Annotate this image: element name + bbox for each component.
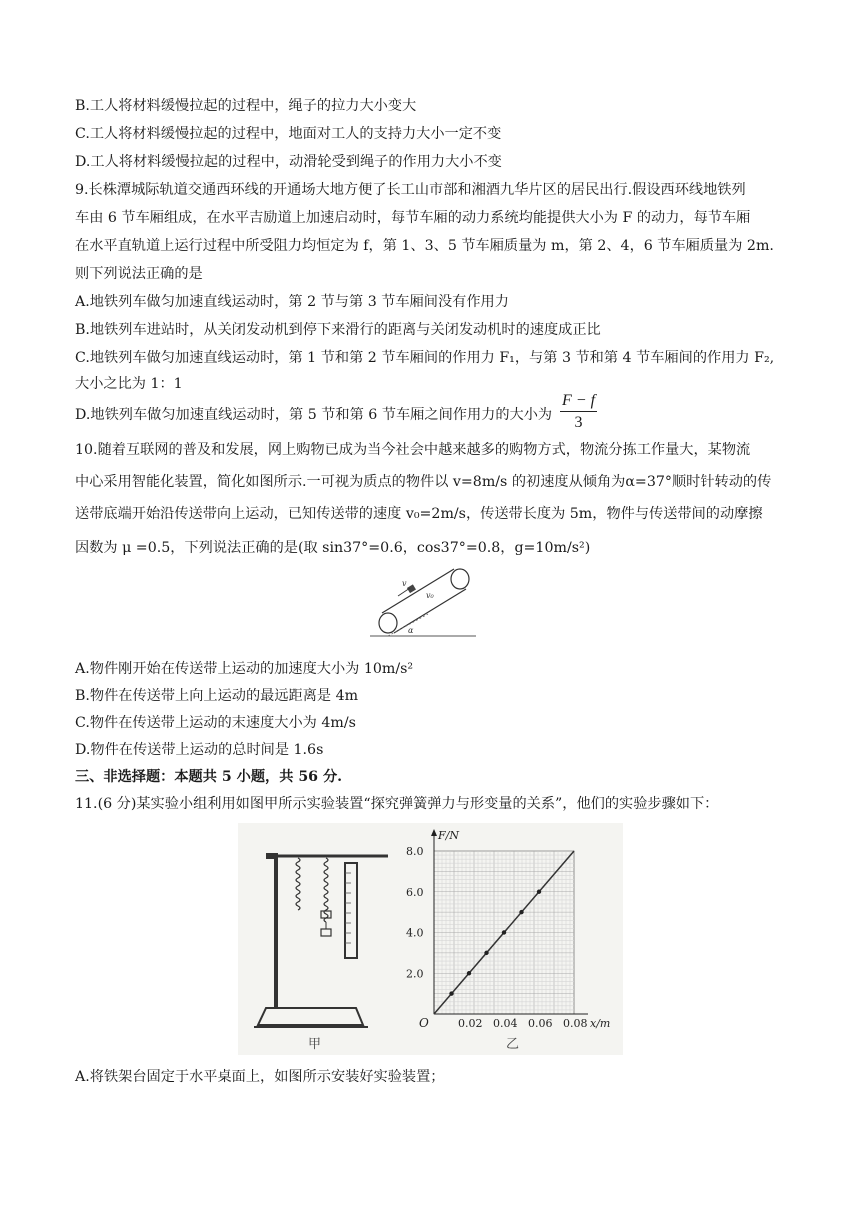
- y-tick-label: 2.0: [406, 967, 424, 981]
- y-tick-label: 6.0: [406, 885, 424, 899]
- data-point: [467, 971, 471, 975]
- q10-option-d: D.物件在传送带上运动的总时间是 1.6s: [75, 742, 324, 758]
- iron-stand-apparatus: [254, 853, 388, 1052]
- x-tick-label: 0.04: [493, 1017, 518, 1030]
- x-tick-label: 0.06: [528, 1017, 553, 1030]
- q9-option-c-2: 大小之比为 1：1: [75, 376, 183, 392]
- q9-option-c-1: C.地铁列车做匀加速直线运动时，第 1 节和第 2 节车厢间的作用力 F₁，与第 3 节和第 4 节车厢间的作用力 F₂,: [75, 350, 775, 366]
- y-tick-label: 8.0: [406, 845, 424, 858]
- q9-stem-4: 则下列说法正确的是: [75, 266, 203, 282]
- section-3-heading: 三、非选择题：本题共 5 小题，共 56 分.: [75, 769, 343, 785]
- belt-v-label: v: [402, 579, 407, 588]
- q10-option-a: A.物件刚开始在传送带上运动的加速度大小为 10m/s²: [75, 661, 414, 677]
- q11-step-a: A.将铁架台固定于水平桌面上，如图所示安装好实验装置；: [75, 1069, 445, 1085]
- q10-stem-4: 因数为 μ =0.5，下列说法正确的是(取 sin37°=0.6，cos37°=0.8，g=10m/s²): [75, 540, 591, 556]
- conveyor-belt-figure: [368, 566, 480, 642]
- data-point: [502, 930, 506, 934]
- figure-left-caption: 甲: [308, 1037, 322, 1052]
- figure-right-caption: 乙: [506, 1037, 520, 1052]
- fraction-denominator: 3: [574, 414, 583, 431]
- q11-stem: 11.(6 分)某实验小组利用如图甲所示实验装置“探究弹簧弹力与形变量的关系”，他们的实验步骤如下：: [75, 796, 719, 812]
- belt-v0-label: v₀: [426, 591, 434, 600]
- data-point: [537, 890, 541, 894]
- q10-stem-3: 送带底端开始沿传送带向上运动，已知传送带的速度 v₀=2m/s，传送带长度为 5m，物件与传送带间的动摩擦: [75, 506, 763, 522]
- q9-option-d: D.地铁列车做匀加速直线运动时，第 5 节和第 6 节车厢之间作用力的大小为: [75, 407, 553, 423]
- data-point: [519, 910, 523, 914]
- x-tick-label: 0.08: [563, 1017, 588, 1030]
- q10-stem-1: 10.随着互联网的普及和发展，网上购物已成为当今社会中越来越多的购物方式，物流分拣工作量大，某物流: [75, 442, 751, 458]
- fraction-numerator: F − f: [560, 392, 597, 412]
- q10-stem-2: 中心采用智能化装置，简化如图所示.一可视为质点的物件以 v=8m/s 的初速度从倾角为α=37°顺时针转动的传: [75, 474, 772, 490]
- q9-option-d-fraction: [560, 392, 597, 432]
- q9-option-b: B.地铁列车进站时，从关闭发动机到停下来滑行的距离与关闭发动机时的速度成正比: [75, 322, 601, 338]
- option-c-line: C.工人将材料缓慢拉起的过程中，地面对工人的支持力大小一定不变: [75, 126, 502, 142]
- q9-stem-2: 车由 6 节车厢组成，在水平吉励道上加速启动时，每节车厢的动力系统均能提供大小为 F 的动力，每节车厢: [75, 210, 751, 226]
- x-axis-label: x/m: [590, 1017, 611, 1030]
- origin-label: O: [419, 1016, 429, 1030]
- force-extension-graph: [406, 829, 610, 1052]
- q10-option-c: C.物件在传送带上运动的末速度大小为 4m/s: [75, 715, 356, 731]
- q9-stem-3: 在水平直轨道上运行过程中所受阻力均恒定为 f，第 1、3、5 节车厢质量为 m，第 2、4，6 节车厢质量为 2m.: [75, 238, 774, 254]
- spring-experiment-figure: [238, 823, 623, 1055]
- data-point: [484, 951, 488, 955]
- q10-option-b: B.物件在传送带上向上运动的最远距离是 4m: [75, 688, 359, 704]
- x-tick-label: 0.02: [458, 1017, 483, 1030]
- option-b-line: B.工人将材料缓慢拉起的过程中，绳子的拉力大小变大: [75, 98, 417, 114]
- y-axis-label: F/N: [438, 829, 459, 842]
- data-point: [449, 991, 453, 995]
- belt-angle-label: α: [408, 626, 414, 635]
- q9-stem-1: 9.长株潭城际轨道交通西环线的开通场大地方便了长工山市部和湘酒九华片区的居民出行.假设西环线地铁列: [75, 182, 746, 198]
- option-d-line: D.工人将材料缓慢拉起的过程中，动滑轮受到绳子的作用力大小不变: [75, 154, 502, 170]
- q9-option-a: A.地铁列车做匀加速直线运动时，第 2 节与第 3 节车厢间没有作用力: [75, 294, 509, 310]
- y-tick-label: 4.0: [406, 926, 424, 940]
